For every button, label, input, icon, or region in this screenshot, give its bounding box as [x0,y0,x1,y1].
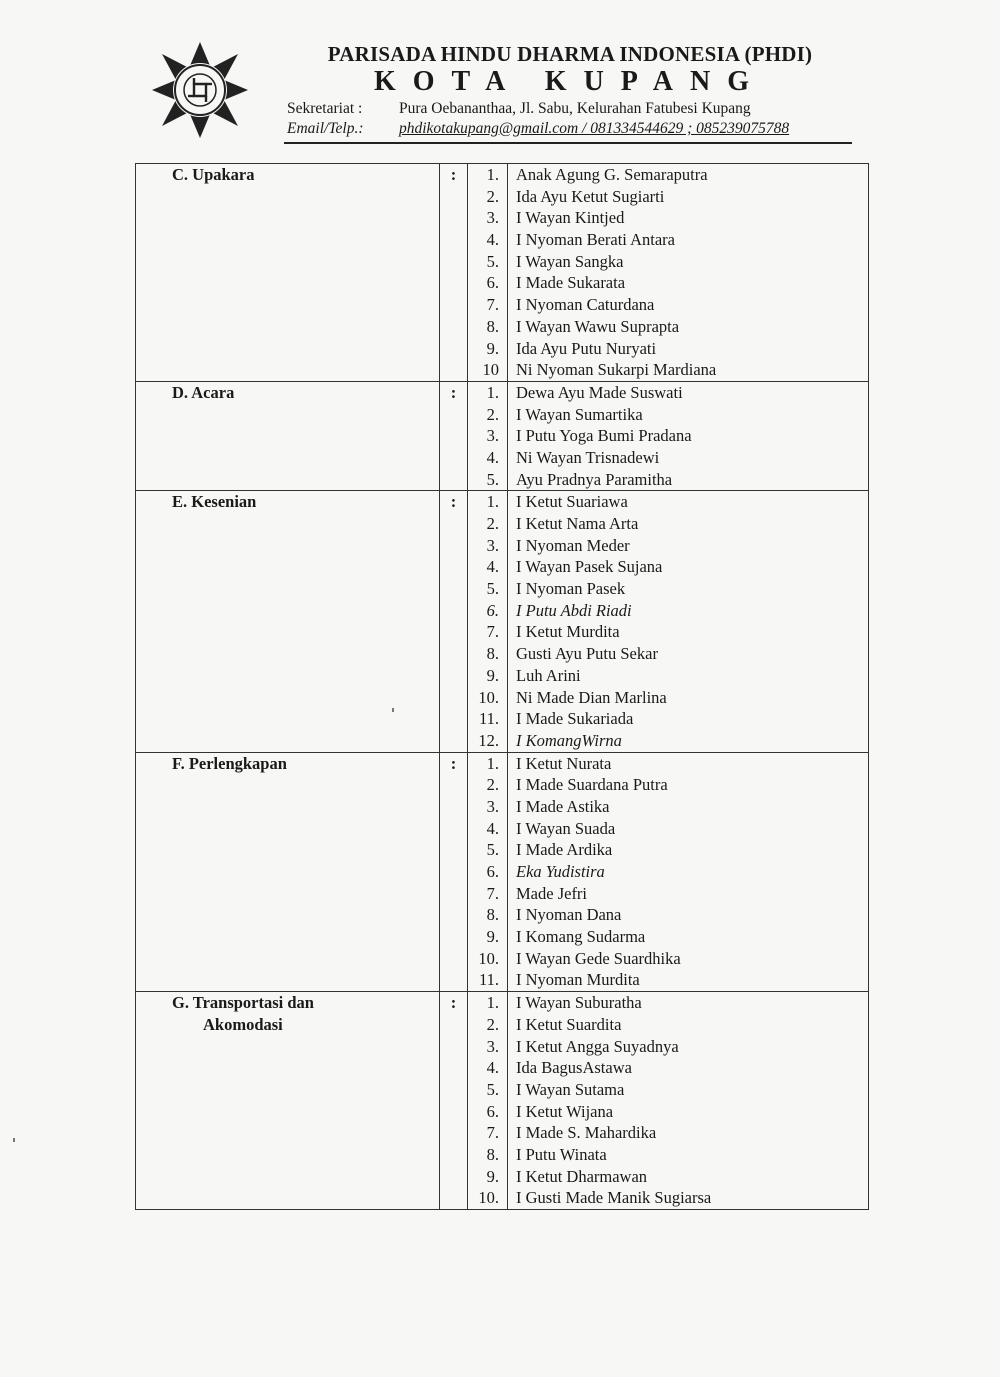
member-name: I Putu Winata [516,1144,607,1164]
section-label: E. Kesenian [172,492,257,512]
member-name: I Ketut Suariawa [516,492,628,512]
colon-cell [440,752,468,992]
colon: : [450,382,457,402]
item-number: 7. [486,883,499,903]
member-name: Ayu Pradnya Paramitha [516,469,673,489]
item-number: 10 [482,360,499,380]
member-name: Dewa Ayu Made Suswati [516,382,683,402]
item-number: 5. [486,251,499,271]
names-cell [508,992,869,1210]
table-row [136,381,869,490]
header-divider [284,142,852,144]
item-number: 2. [486,775,499,795]
contact-row [287,120,789,138]
item-number: 3. [486,796,499,816]
item-number: 5. [486,840,499,860]
member-name: Ni Wayan Trisnadewi [516,447,660,467]
secretariat-row [287,100,751,118]
names-cell [508,164,869,382]
item-number: 1. [486,492,499,512]
member-name: I Wayan Kintjed [516,208,625,228]
member-name: I Putu Abdi Riadi [516,600,632,620]
names-cell [508,752,869,992]
item-number: 8. [486,905,499,925]
section-label: F. Perlengkapan [172,753,287,773]
item-number: 8. [486,316,499,336]
section-label-cell [136,992,440,1210]
number-cell [468,491,508,752]
member-name: I Nyoman Caturdana [516,295,655,315]
member-name: Made Jefri [516,883,588,903]
item-number: 3. [486,208,499,228]
contact-label: Email/Telp.: [287,120,364,137]
item-number: 10. [478,1188,499,1208]
member-name: I Ketut Angga Suyadnya [516,1036,679,1056]
number-cell [468,381,508,490]
member-name: I Komang Sudarma [516,927,646,947]
member-name: I Wayan Sumartika [516,404,643,424]
member-name: Ida Ayu Putu Nuryati [516,338,657,358]
item-number: 10. [478,687,499,707]
number-cell [468,752,508,992]
number-cell [468,164,508,382]
section-label-cell [136,752,440,992]
item-number: 6. [486,862,499,881]
section-label: D. Acara [172,382,235,402]
colon-cell [440,381,468,490]
item-number: 3. [486,426,499,446]
member-name: Eka Yudistira [516,862,605,881]
item-number: 6. [486,600,499,620]
item-number: 2. [486,514,499,533]
member-name: I Wayan Sutama [516,1079,625,1099]
colon-cell [440,164,468,382]
item-number: 4. [486,230,499,250]
member-name: I Wayan Suburatha [516,993,642,1013]
item-number: 4. [486,818,499,838]
member-name: I Ketut Dharmawan [516,1166,648,1186]
member-name: Gusti Ayu Putu Sekar [516,644,658,664]
table-row [136,992,869,1210]
item-number: 1. [486,382,499,402]
member-name: Anak Agung G. Semaraputra [516,165,708,184]
item-number: 7. [486,295,499,315]
item-number: 9. [486,927,499,947]
member-name: Ni Made Dian Marlina [516,687,667,707]
item-number: 12. [478,730,499,750]
colon: : [450,492,457,512]
table-row [136,491,869,752]
item-number: 4. [486,1058,499,1078]
member-name: Ida Ayu Ketut Sugiarti [516,186,665,206]
member-name: I Made S. Mahardika [516,1123,657,1143]
member-name: I Wayan Suada [516,818,616,838]
member-name: I Wayan Sangka [516,251,624,271]
contact-email: phdikotakupang@gmail.com [399,120,579,137]
names-cell [508,491,869,752]
colon-cell [440,992,468,1210]
item-number: 1. [486,993,499,1013]
item-number: 2. [486,186,499,206]
table-row [136,164,869,382]
item-number: 1. [486,165,499,184]
names-cell [508,381,869,490]
colon: : [450,993,457,1013]
item-number: 10. [478,948,499,968]
item-number: 5. [486,469,499,489]
colon-cell [440,491,468,752]
member-name: I Wayan Pasek Sujana [516,557,663,577]
table-row [136,752,869,992]
section-label-continued: Akomodasi [203,1014,283,1034]
colon: : [450,753,457,773]
member-name: I Made Sukarata [516,273,626,293]
item-number: 11. [478,970,499,990]
section-label: G. Transportasi dan [172,993,314,1013]
secretariat-address: Pura Oebananthaa, Jl. Sabu, Kelurahan Fatubesi Kupang [399,100,751,117]
item-number: 4. [486,557,499,577]
member-name: I Ketut Murdita [516,622,620,642]
committee-table [135,163,869,1210]
paper-speck [13,1138,15,1142]
contact-phones: / 081334544629 ; 085239075788 [578,120,790,137]
member-name: I Made Suardana Putra [516,775,668,795]
secretariat-label: Sekretariat : [287,100,363,117]
item-number: 5. [486,1079,499,1099]
item-number: 11. [478,709,499,729]
member-name: I Wayan Wawu Suprapta [516,316,680,336]
item-number: 6. [486,273,499,293]
city-name: KOTA KUPANG [373,66,767,97]
section-label-cell [136,381,440,490]
member-name: I Nyoman Pasek [516,579,626,599]
member-name: I Nyoman Dana [516,905,622,925]
colon: : [450,165,457,184]
member-name: I Nyoman Meder [516,535,630,555]
item-number: 9. [486,1166,499,1186]
item-number: 9. [486,338,499,358]
member-name: Ida BagusAstawa [516,1058,632,1078]
member-name: I Gusti Made Manik Sugiarsa [516,1188,712,1208]
member-name: I Ketut Nama Arta [516,514,639,533]
member-name: I Made Sukariada [516,709,634,729]
section-label: C. Upakara [172,165,255,184]
item-number: 4. [486,447,499,467]
item-number: 2. [486,404,499,424]
item-number: 9. [486,665,499,685]
member-name: I Made Astika [516,796,610,816]
item-number: 8. [486,1144,499,1164]
member-name: I Nyoman Murdita [516,970,640,990]
item-number: 8. [486,644,499,664]
item-number: 1. [486,753,499,773]
member-name: I Ketut Suardita [516,1014,622,1034]
member-name: I Ketut Wijana [516,1101,614,1121]
member-name: Luh Arini [516,665,581,685]
organization-name: PARISADA HINDU DHARMA INDONESIA (PHDI) [327,42,813,66]
number-cell [468,992,508,1210]
section-label-cell [136,164,440,382]
item-number: 7. [486,622,499,642]
item-number: 5. [486,579,499,599]
item-number: 3. [486,1036,499,1056]
member-name: I Wayan Gede Suardhika [516,948,681,968]
item-number: 6. [486,1101,499,1121]
member-name: I Made Ardika [516,840,613,860]
item-number: 3. [486,535,499,555]
member-name: I Nyoman Berati Antara [516,230,675,250]
item-number: 2. [486,1014,499,1034]
phdi-emblem-icon [150,40,250,140]
member-name: Ni Nyoman Sukarpi Mardiana [516,360,717,380]
member-name: I KomangWirna [516,730,622,750]
paper-speck [392,708,394,712]
item-number: 7. [486,1123,499,1143]
member-name: I Putu Yoga Bumi Pradana [516,426,692,446]
member-name: I Ketut Nurata [516,753,612,773]
section-label-cell [136,491,440,752]
